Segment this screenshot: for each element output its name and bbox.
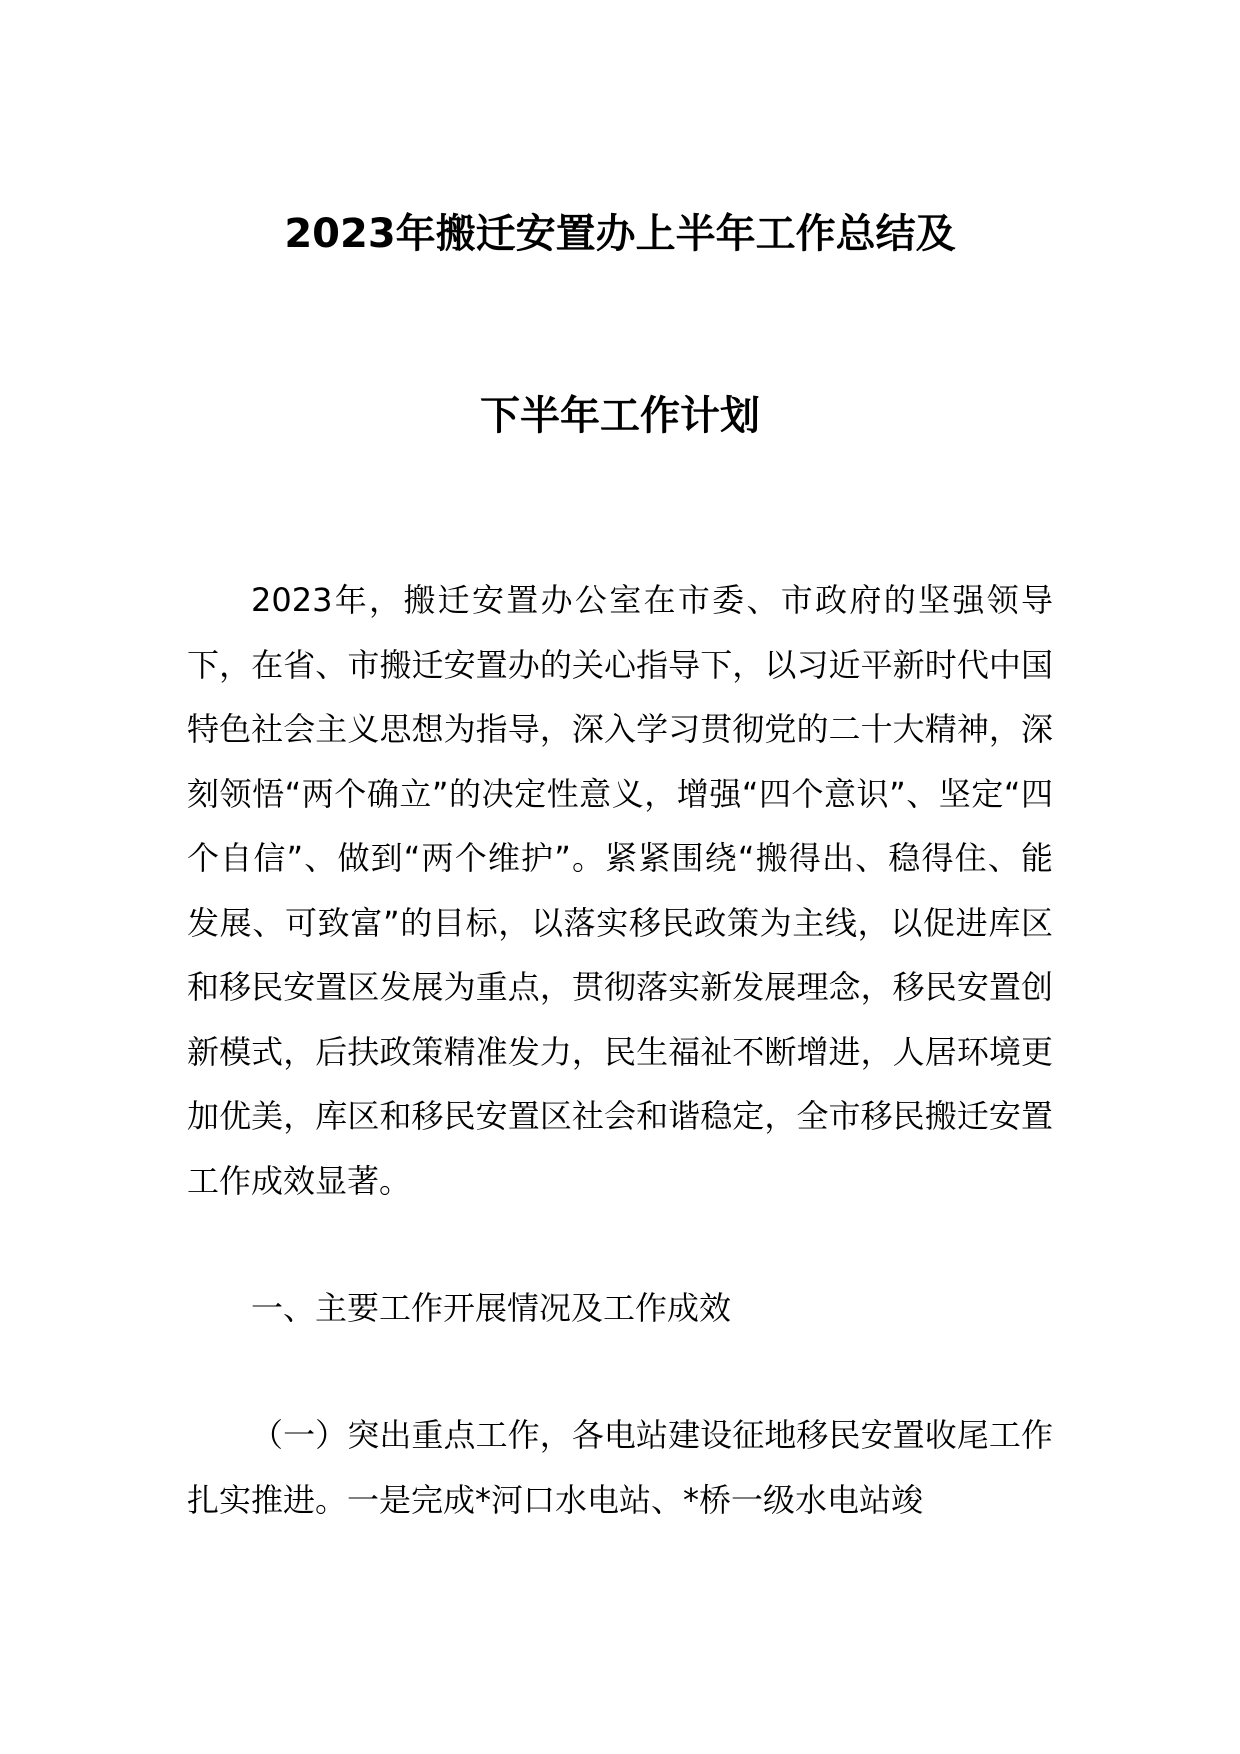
document-title-line-2: 下半年工作计划	[480, 393, 760, 439]
intro-paragraph: 2023年，搬迁安置办公室在市委、市政府的坚强领导下，在省、市搬迁安置办的关心指导下，以习近平新时代中国特色社会主义思想为指导，深入学习贯彻党的二十大精神，深刻领悟“两个确立”的决定性意义，增强“四个意识”、坚定“四个自信”、做到“两个维护”。紧紧围绕“搬得出、稳得住、能发展、可致富”的目标，以落实移民政策为主线，以促进库区和移民安置区发展为重点，贯彻落实新发展理念，移民安置创新模式，后扶政策精准发力，民生福祉不断增进，人居环境更加优美，库区和移民安置区社会和谐稳定，全市移民搬迁安置工作成效显著。	[187, 581, 1053, 1200]
document-title-line-1: 2023年搬迁安置办上半年工作总结及	[284, 211, 956, 257]
subsection-paragraph: （一）突出重点工作，各电站建设征地移民安置收尾工作扎实推进。一是完成*河口水电站、*桥一级水电站竣	[187, 1416, 1053, 1519]
section-heading: 一、主要工作开展情况及工作成效	[251, 1289, 732, 1327]
